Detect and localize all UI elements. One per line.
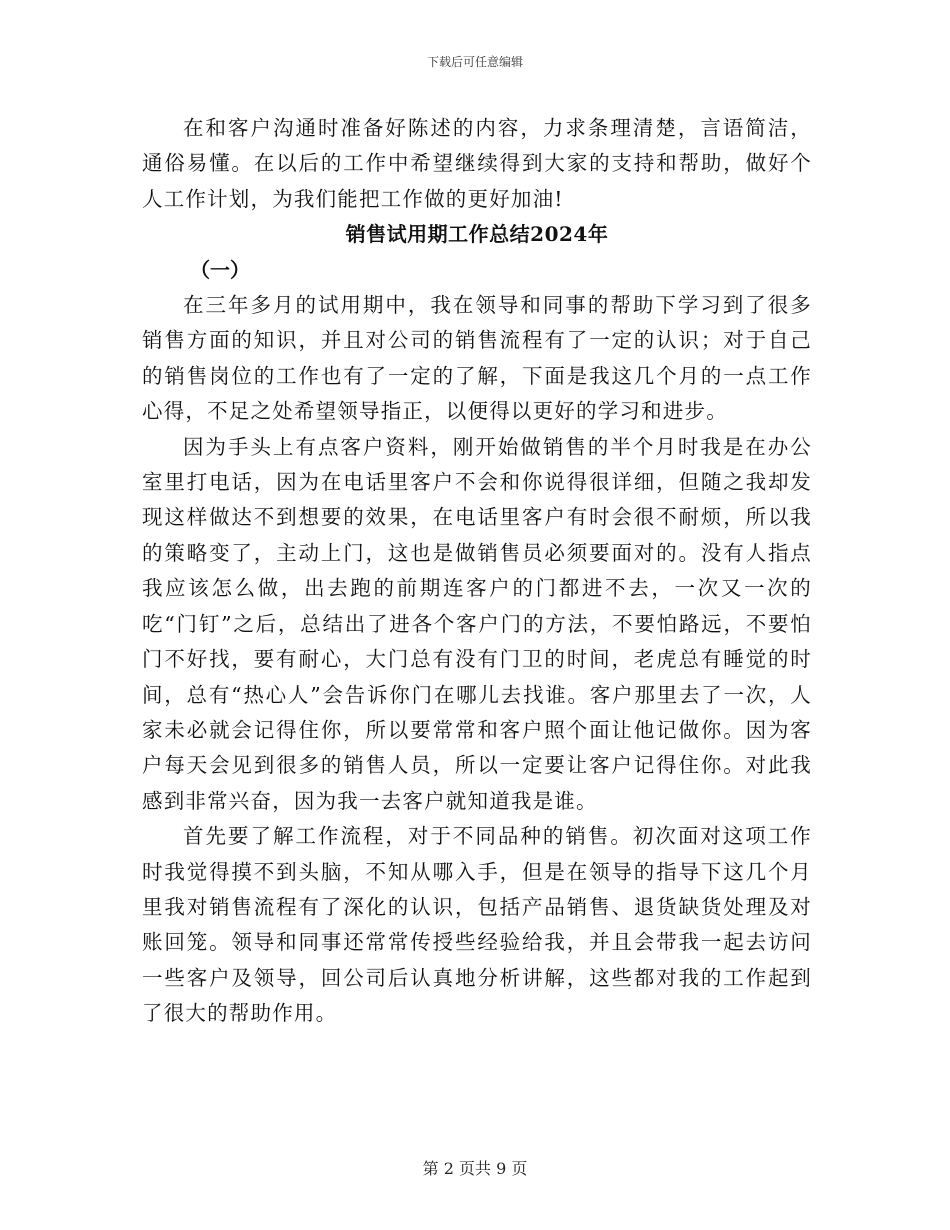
section-title: 销售试用期工作总结2024年: [345, 222, 609, 247]
page-header: 下载后可任意编辑: [426, 55, 523, 69]
section-subheading: （一）: [190, 257, 250, 282]
paragraph-2: 因为手头上有点客户资料，刚开始做销售的半个月时我是在办公室里打电话，因为在电话里客户不会和你说得很详细，但随之我却发现这样做达不到想要的效果，在电话里客户有时会很不耐烦，所以我的策略变了，主动上门，这也是做销售员必须要面对的。没有人指点我应该怎么做，出去跑的前期连客户的门都进不去，一次又一次的吃“门钉”之后，总结出了进各个客户门的方法，不要怕路远，不要怕门不好找，要有耐心，大门总有没有门卫的时间，老虎总有睡觉的时间，总有“热心人”会告诉你门在哪儿去找谁。客户那里去了一次，人家未必就会记得住你，所以要常常和客户照个面让他记做你。因为客户每天会见到很多的销售人员，所以一定要让客户记得住你。对此我感到非常兴奋，因为我一去客户就知道我是谁。: [142, 434, 812, 813]
page-footer: 第 2 页共 9 页: [422, 1159, 528, 1178]
paragraph-intro: 在和客户沟通时准备好陈述的内容，力求条理清楚，言语简洁，通俗易懂。在以后的工作中希望继续得到大家的支持和帮助，做好个人工作计划，为我们能把工作做的更好加油!: [142, 116, 812, 211]
document-body: [142, 111, 812, 1032]
paragraph-3: 首先要了解工作流程，对于不同品种的销售。初次面对这项工作时我觉得摸不到头脑，不知从哪入手，但是在领导的指导下这几个月里我对销售流程有了深化的认识，包括产品销售、退货缺货处理及对账回笼。领导和同事还常常传授些经验给我，并且会带我一起去访问一些客户及领导，回公司后认真地分析讲解，这些都对我的工作起到了很大的帮助作用。: [142, 824, 812, 1026]
paragraph-1: 在三年多月的试用期中，我在领导和同事的帮助下学习到了很多销售方面的知识，并且对公司的销售流程有了一定的认识；对于自己的销售岗位的工作也有了一定的了解，下面是我这几个月的一点工作心得，不足之处希望领导指正，以便得以更好的学习和进步。: [142, 293, 812, 424]
